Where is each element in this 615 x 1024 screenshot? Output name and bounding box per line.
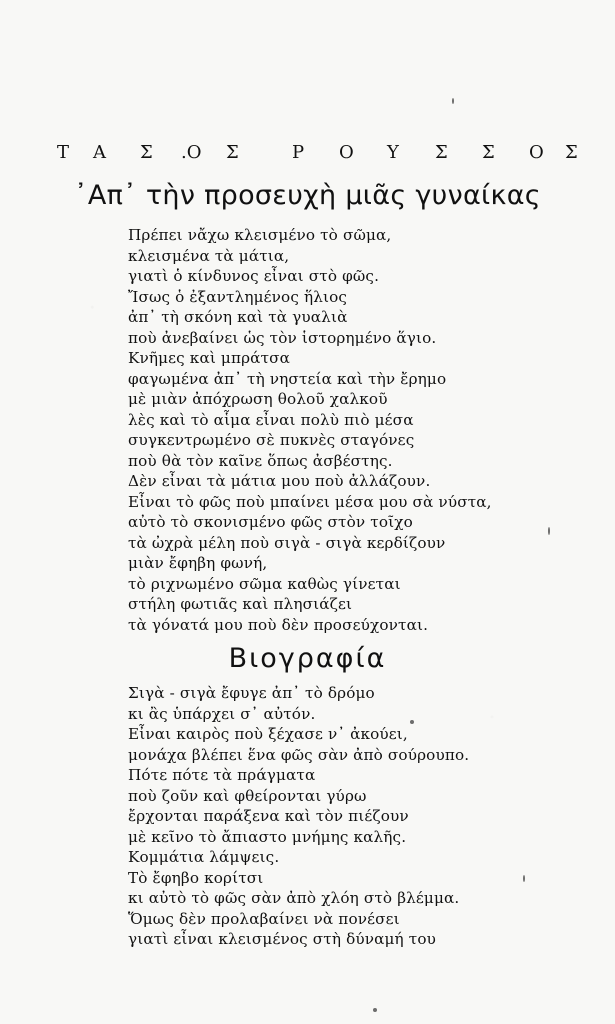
poem-line: μονάχα βλέπει ἕνα φῶς σὰν ἀπὸ σούρουπο. (128, 745, 470, 764)
poem-line: Ὅμως δὲν προλαβαίνει νὰ πονέσει (128, 909, 400, 928)
poem-line: ἔρχονται παράξενα καὶ τὸν πιέζουν (128, 807, 409, 825)
poem-line: γιατὶ εἶναι κλεισμένος στὴ δύναμή του (128, 930, 437, 948)
scan-speck (452, 98, 454, 104)
poem-line: γιατὶ ὁ κίνδυνος εἶναι στὸ φῶς. (128, 267, 380, 285)
poem-title: ᾿Απ᾿ τὴν προσευχὴ μιᾶς γυναίκας (74, 180, 541, 211)
poem-line: συγκεντρωμένο σὲ πυκνὲς σταγόνες (128, 431, 415, 449)
author-letter: Α (93, 142, 106, 163)
scan-speck (523, 875, 525, 882)
poem-line: αὐτὸ τὸ σκονισμένο φῶς στὸν τοῖχο (128, 513, 413, 531)
poem-line: κι ἂς ὑπάρχει σ᾿ αὐτόν. (128, 704, 316, 723)
poem-line: λὲς καὶ τὸ αἷμα εἶναι πολὺ πιὸ μέσα (128, 410, 414, 429)
author-letter: Υ (387, 142, 399, 163)
poem-line: ποὺ θὰ τὸν καῖνε ὅπως ἀσβέστης. (128, 451, 393, 470)
poem-line: Ἴσως ὁ ἐξαντλημένος ἥλιος (128, 287, 348, 306)
poem-body (128, 225, 568, 635)
author-letter: Ο (339, 142, 354, 163)
poem-line: Κνῆμες καὶ μπράτσα (128, 349, 291, 367)
poem-line: κι αὐτὸ τὸ φῶς σὰν ἀπὸ χλόη στὸ βλέμμα. (128, 889, 460, 907)
scan-speck (548, 527, 550, 535)
poem-line: στήλη φωτιᾶς καὶ πλησιάζει (128, 595, 353, 613)
poem-line: Πρέπει νἄχω κλεισμένο τὸ σῶμα, (128, 226, 392, 244)
scan-speck (373, 1008, 377, 1012)
poem-line: Εἶναι καιρὸς ποὺ ξέχασε ν᾿ ἀκούει, (128, 725, 408, 743)
poem-line: Κομμάτια λάμψεις. (128, 848, 280, 866)
scan-speck (410, 720, 414, 724)
author-letter: Σ (482, 142, 495, 163)
poem-line: μιὰν ἔφηβη φωνή, (128, 554, 268, 572)
poem-line: ποὺ ἀνεβαίνει ὡς τὸν ἱστορημένο ἅγιο. (128, 328, 437, 347)
poem-line: φαγωμένα ἀπ᾿ τὴ νηστεία καὶ τὴν ἔρημο (128, 369, 447, 388)
poem-line: ἀπ᾿ τὴ σκόνη καὶ τὰ γυαλιὰ (128, 308, 348, 326)
poem-line: Δὲν εἶναι τὰ μάτια μου ποὺ ἀλλάζουν. (128, 472, 431, 490)
poem-line: Πότε πότε τὰ πράγματα (128, 766, 316, 784)
poem-line: ποὺ ζοῦν καὶ φθείρονται γύρω (128, 786, 367, 805)
poem-line: Σιγὰ - σιγὰ ἔφυγε ἀπ᾿ τὸ δρόμο (128, 684, 375, 702)
author-letter: Σ (565, 142, 578, 163)
author-letter: Σ (226, 142, 239, 163)
poem-line: μὲ μιὰν ἀπόχρωση θολοῦ χαλκοῦ (128, 390, 388, 408)
author-letter: .Ο (181, 142, 202, 163)
poem-line: κλεισμένα τὰ μάτια, (128, 246, 290, 265)
poem-line: Τὸ ἔφηβο κορίτσι (128, 868, 264, 887)
poem-body (128, 683, 568, 950)
author-letter: Ο (529, 142, 544, 163)
author-letter: Τ (57, 142, 70, 163)
poem-line: μὲ κεῖνο τὸ ἄπιαστο μνήμης καλῆς. (128, 827, 407, 846)
poem-line: Εἶναι τὸ φῶς ποὺ μπαίνει μέσα μου σὰ νύστα, (128, 492, 492, 511)
poem-title: Βιογραφία (228, 643, 387, 674)
poem-line: τὸ ριχνωμένο σῶμα καθὼς γίνεται (128, 574, 401, 593)
poem-line: τὰ γόνατά μου ποὺ δὲν προσεύχονται. (128, 615, 429, 634)
author-letter: Σ (140, 142, 153, 163)
author-letter: Σ (435, 142, 448, 163)
poem-line: τὰ ὠχρὰ μέλη ποὺ σιγὰ - σιγὰ κερδίζουν (128, 533, 446, 552)
author-letter: Ρ (292, 142, 305, 163)
